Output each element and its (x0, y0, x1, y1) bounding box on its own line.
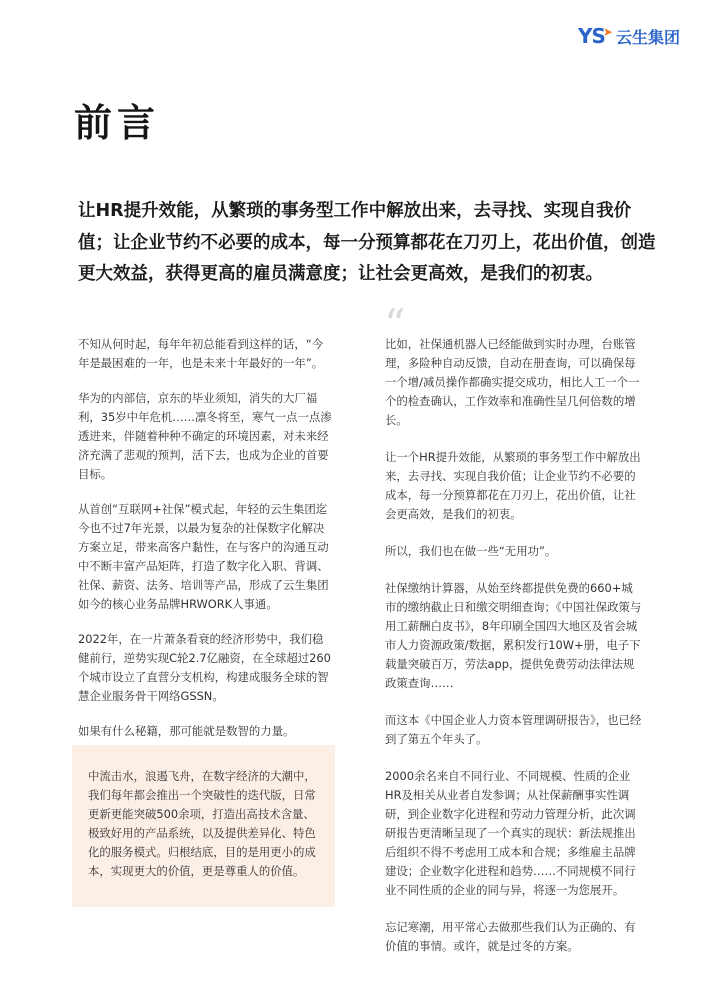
body-paragraph: 忘记寒潮，用平常心去做那些我们认为正确的、有价值的事情。或许，就是过冬的方案。 (385, 920, 636, 953)
body-paragraph: 所以，我们也在做一些“无用功”。 (385, 544, 557, 558)
body-paragraph: 华为的内部信，京东的毕业须知，消失的大厂福利，35岁中年危机……凛冬将至，寒气一点一点渗透进来，伴随着种种不确定的环境因素，对未来经济充满了悲观的预判，活下去，也成为企业的首要目标。 (78, 391, 332, 481)
brand-logo (578, 24, 680, 48)
body-paragraph: 不知从何时起，每年年初总能看到这样的话，“今年是最困难的一年，也是未来十年最好的一年”。 (78, 337, 324, 370)
body-paragraph: 让一个HR提升效能，从繁琐的事务型工作中解放出来，去寻找、实现自我价值；让企业节约不必要的成本，每一分预算都花在刀刃上，花出价值，让社会更高效，是我们的初衷。 (385, 450, 641, 521)
body-paragraph: 如果有什么秘籍，那可能就是数智的力量。 (78, 724, 295, 738)
page-title: 前言 (74, 101, 161, 145)
body-paragraph: 而这本《中国企业人力资本管理调研报告》，也已经到了第五个年头了。 (385, 713, 642, 746)
body-paragraph: 社保缴纳计算器，从始至终都提供免费的660+城市的缴纳截止日和缴交明细查询；《中国社保政策与用工薪酬白皮书》，8年印刷全国四大地区及省会城市人力资源政策/数据，累积发行10W+册，电子下载量突破百万，劳法app，提供免费劳动法律法规政策查询…… (385, 581, 642, 690)
brand-tick-icon: ➤ (602, 25, 612, 39)
brand-mark-text: YS (578, 24, 605, 48)
body-paragraph: 2000余名来自不同行业、不同规模、性质的企业HR及相关从业者自发参调；从社保薪酬事实性调研，到企业数字化进程和劳动力管理分析，此次调研报告更清晰呈现了一个真实的现状：新法规推出后组织不得不考虑用工成本和合规；多维雇主品牌建设；企业数字化进程和趋势……不同规模不同行业不同性质的企业的同与异，将逐一为您展开。 (385, 769, 636, 897)
highlight-box (72, 745, 335, 907)
brand-mark (578, 24, 612, 48)
highlight-text: 中流击水，浪遏飞舟，在数字经济的大潮中，我们每年都会推出一个突破性的迭代版，日常更新更能突破500余项，打造出高技术含量、极致好用的产品系统，以及提供差异化、特色化的服务模式。归根结底，目的是用更小的成本，实现更大的价值，更是尊重人的价值。 (88, 769, 316, 878)
left-column (78, 335, 334, 757)
quote-icon: “ (384, 300, 406, 349)
brand-name: 云生集团 (615, 27, 680, 47)
body-paragraph: 从首创“互联网+社保”模式起，年轻的云生集团迄今也不过7年光景，以最为复杂的社保数字化解决方案立足，带来高客户黏性，在与客户的沟通互动中不断丰富产品矩阵，打造了数字化入职、背调、社保、薪资、法务、培训等产品，形成了云生集团如今的核心业务品牌HRWORK人事通。 (78, 502, 329, 611)
body-paragraph: 2022年，在一片萧条看衰的经济形势中，我们稳健前行，逆势实现C轮2.7亿融资，在全球超过260个城市设立了直营分支机构，构建成服务全球的智慧企业服务骨干网络GSSN。 (78, 632, 331, 703)
right-column (385, 335, 643, 974)
body-paragraph: 比如，社保通机器人已经能做到实时办理，台账管理，多险种自动反馈，自动在册查询，可以确保每一个增/减员操作都确实提交成功，相比人工一个一个的检查确认，工作效率和准确性呈几何倍数的增长。 (385, 337, 640, 427)
lead-paragraph: 让HR提升效能，从繁琐的事务型工作中解放出来，去寻找、实现自我价值；让企业节约不必要的成本，每一分预算都花在刀刃上，花出价值，创造更大效益，获得更高的雇员满意度；让社会更高效，是我们的初衷。 (78, 201, 656, 284)
